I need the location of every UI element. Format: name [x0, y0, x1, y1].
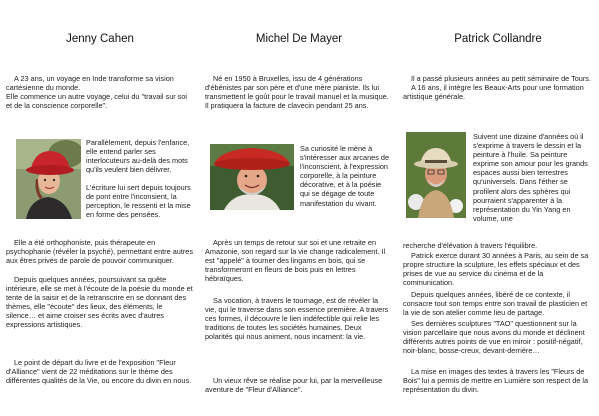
paragraph-text: A 23 ans, un voyage en Inde transforme sa vision cartésienne du monde.	[6, 74, 174, 93]
column-michel-de-mayer	[205, 0, 393, 416]
author-name: Michel De Mayer	[255, 33, 343, 45]
paragraph-text: L'écriture lui sert depuis toujours de pont entre l'inconsient, la perception, le ressenti et la mise en forme des pensées.	[86, 183, 191, 220]
column-jenny-cahen	[6, 0, 194, 416]
paragraph	[6, 238, 194, 265]
paragraph-text: Suivent une dizaine d'années où il s'exprime à travers le dessin et la peinture à l'huile. Sa peinture exprime son amour pour les grands espaces aussi bien terrestres qu'universels. Dans l'éther se profilent alors des sphères qui pourraient s'apparenter à la représentation du Yin Yang en volume, une	[473, 132, 588, 223]
paragraph	[403, 290, 593, 317]
paragraph-text: recherche d'élévation à travers l'équilibre.	[403, 241, 538, 250]
author-name: Patrick Collandre	[454, 33, 542, 45]
paragraph-text: Né en 1950 à Bruxelles, issu de 4 générations d'ébénistes par son père et d'une mère pianiste. Ils lui transmettent le goût pour le travail manuel et la musique. Il pratiquera la facture de clavecin pendant 25 ans.	[205, 74, 389, 111]
paragraph	[403, 319, 593, 355]
paragraph-text: Depuis quelques années, poursuivant sa quête intérieure, elle se met à l'écoute de la poésie du monde et tente de la saisir et de la retranscrire en se donnant des thèmes, elle "écoute" des lieux, des éléments, le silence… et aime croiser ses écrits avec d'autres expressions artistiques.	[6, 275, 193, 330]
paragraph-text: Depuis quelques années, libéré de ce contexte, il consacre tout son temps entre son travail de plasticien et la vie de son atelier comme lieu de partage.	[403, 290, 588, 318]
paragraph-text: A 16 ans, il intègre les Beaux-Arts pour une formation artistique générale.	[403, 83, 584, 102]
paragraph	[403, 74, 593, 101]
paragraph	[86, 183, 194, 219]
paragraph-text: Un vieux rêve se réalise pour lui, par la merveilleuse aventure de "Fleur d'Alliance".	[205, 376, 383, 395]
paragraph-text: Le point de départ du livre et de l'exposition "Fleur d'Alliance" vient de 22 méditations sur le thème des différentes qualités de la Vie, ou encore du divin en nous.	[6, 358, 192, 386]
paragraph	[403, 367, 593, 394]
paragraph-text: Patrick exerce durant 30 années à Paris, au sein de sa propre structure la sculpture, les effets spéciaux et des prises de vue au service du cinéma et de la communication.	[403, 251, 589, 288]
paragraph	[6, 275, 194, 330]
paragraph-text: Parallèlement, depuis l'enfance, elle entend parler ses interlocuteurs au-delà des mots qu'ils veulent bien délivrer.	[86, 138, 190, 175]
paragraph	[403, 241, 593, 250]
paragraph-text: La mise en images des textes à travers les "Fleurs de Bois" lui a permis de mettre en Lumière son respect de la représentation du divin.	[403, 367, 589, 395]
paragraph	[473, 132, 593, 223]
paragraph	[300, 144, 392, 208]
paragraph	[205, 376, 391, 394]
paragraph-text: Ses dernières sculptures "TAO" questionnent sur la vision parcellaire que nous avons du monde et déclinent différents autres points de vue en miroir : positif-négatif, noir-blanc, bosse-creux, devant-derrière…	[403, 319, 585, 356]
paragraph	[205, 74, 391, 110]
portrait-photo	[16, 139, 81, 219]
paragraph-text: Sa curiosité le mène à s'intéresser aux arcanes de l'inconscient, à l'expression corporelle, à la peinture décorative, et à la poésie qui se dégage de toute manifestation du vivant.	[300, 144, 390, 208]
paragraph	[205, 238, 391, 283]
portrait-man-red-hat-icon	[210, 144, 294, 210]
portrait-woman-red-hat-icon	[16, 139, 81, 219]
paragraph	[86, 138, 194, 174]
paragraph	[205, 296, 391, 341]
paragraph-text: Il a passé plusieurs années au petit séminaire de Tours.	[411, 74, 591, 83]
paragraph	[403, 251, 593, 287]
paragraph-text: Après un temps de retour sur soi et une retraite en Amazonie, son regard sur la vie change radicalement. Il est "appelé" à tourner des lingams en bois, qui se transformeront en fleurs de bois puis en lettres hébraïques.	[205, 238, 386, 284]
paragraph-text: Elle a été orthophoniste, puis thérapeute en psychophanie (révéler la psyché), permettant entre autres aux êtres privés de parole de pouvoir communiquer.	[6, 238, 193, 266]
paragraph-text: Sa vocation, à travers le tournage, est de révéler la vie, qui le traverse dans son essence première. A travers ces formes, il découvre le lien indéfectible qui relie les traditions de toutes les sociétés humaines. Deux polarités qui nous animent, nous incarnent: la vie.	[205, 296, 389, 342]
portrait-photo	[406, 132, 466, 218]
portrait-man-straw-hat-icon	[406, 132, 466, 218]
paragraph-text: Elle commence un autre voyage, celui du "travail sur soi et de la conscience corporelle".	[6, 92, 188, 111]
paragraph	[6, 358, 194, 385]
portrait-photo	[210, 144, 294, 210]
paragraph	[6, 74, 194, 110]
author-name: Jenny Cahen	[66, 33, 134, 45]
column-patrick-collandre	[403, 0, 593, 416]
